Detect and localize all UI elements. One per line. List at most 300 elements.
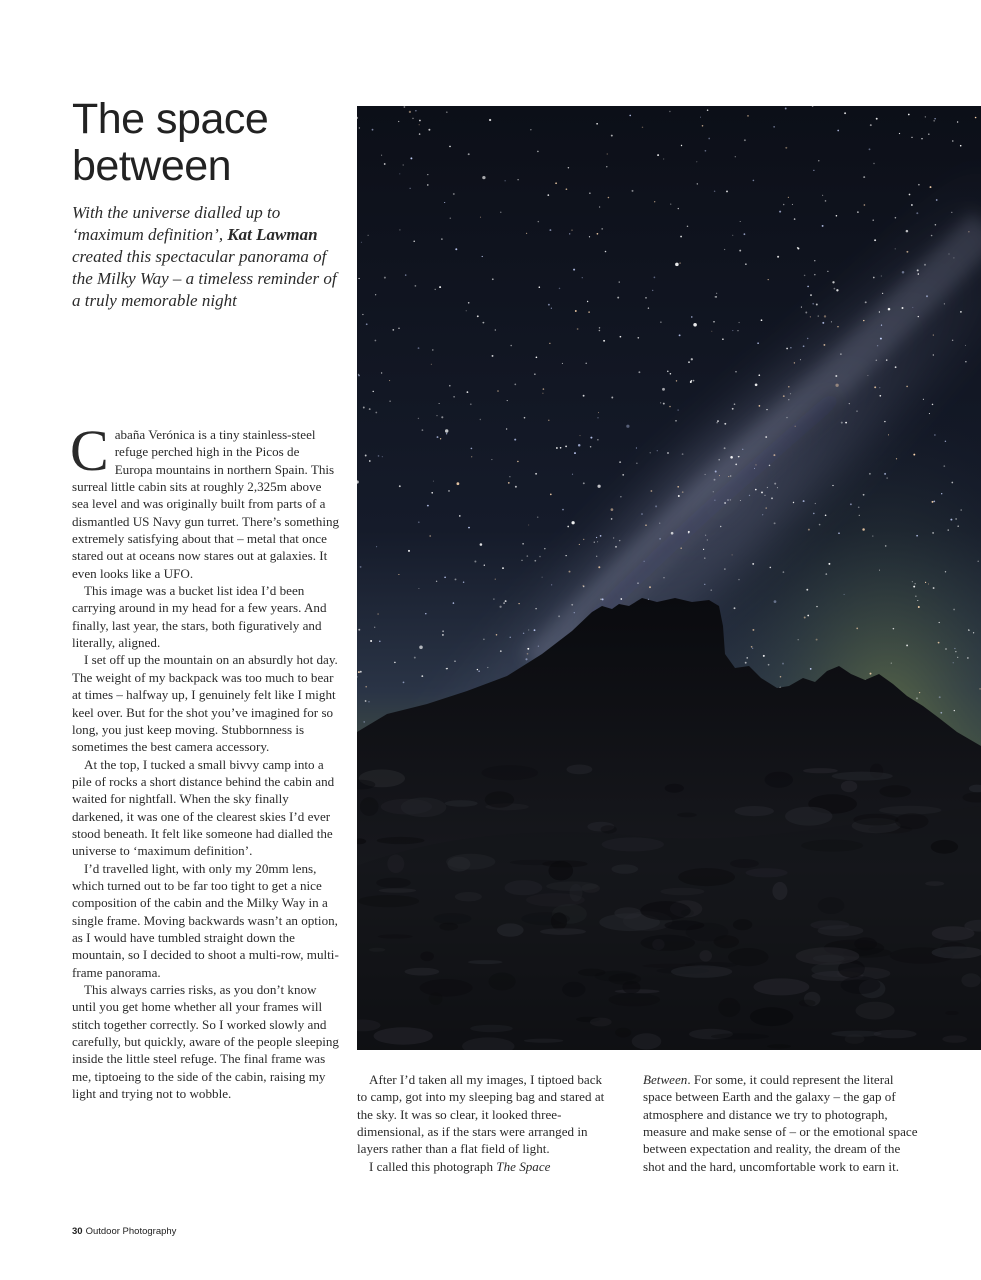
star [704, 557, 705, 558]
star [463, 581, 464, 582]
star [413, 240, 415, 242]
star [615, 546, 617, 548]
star [654, 277, 656, 279]
star [765, 436, 767, 438]
star [363, 721, 365, 723]
star [369, 408, 371, 410]
star [895, 366, 897, 368]
rock-highlight [379, 888, 416, 893]
star [437, 436, 439, 438]
star [675, 420, 677, 422]
star [536, 356, 538, 358]
star [933, 120, 935, 122]
star [577, 328, 579, 330]
star [534, 374, 535, 375]
star [598, 412, 599, 413]
star [478, 671, 479, 672]
star [953, 609, 955, 611]
star [774, 522, 776, 524]
star [954, 710, 955, 711]
rock-highlight [660, 888, 704, 896]
star [869, 148, 871, 150]
star [499, 606, 501, 608]
star [948, 253, 949, 254]
star [491, 459, 492, 460]
star [619, 282, 620, 283]
star [912, 307, 913, 308]
rock-highlight [810, 920, 849, 929]
star [917, 269, 919, 271]
star [571, 521, 574, 524]
star [832, 485, 833, 486]
star [968, 231, 969, 232]
star [812, 303, 814, 305]
star [470, 403, 472, 405]
star [766, 409, 767, 410]
star [886, 359, 887, 360]
star [753, 180, 755, 182]
star [857, 211, 859, 213]
rock-highlight [468, 960, 503, 964]
star [608, 197, 610, 199]
page-footer [72, 1226, 176, 1237]
star [679, 334, 681, 336]
star [965, 361, 966, 362]
star [881, 325, 882, 326]
rock-highlight [595, 971, 637, 982]
star [436, 415, 437, 416]
star [599, 327, 600, 328]
star [398, 574, 399, 575]
star [803, 345, 805, 347]
star [739, 322, 740, 323]
star [765, 507, 766, 508]
star [761, 319, 763, 321]
star [435, 289, 436, 290]
star [558, 615, 560, 617]
star [583, 395, 585, 397]
star [636, 447, 637, 448]
star [379, 641, 381, 643]
star [945, 441, 946, 442]
star [876, 118, 878, 120]
star [936, 199, 938, 201]
star [773, 454, 775, 456]
star [358, 374, 359, 375]
star [824, 315, 826, 317]
star [788, 399, 789, 400]
star [375, 412, 377, 414]
star [507, 400, 508, 401]
star [749, 495, 750, 496]
star [785, 108, 787, 110]
star [389, 380, 390, 381]
star [365, 700, 367, 702]
article-headline [72, 96, 352, 190]
body-paragraph-3: I set off up the mountain on an absurdly hot day. The weight of my backpack was too much to bear at times – halfway up, I genuinely felt like I might keel over. But for the shot you’ve imagined for so long, you just keep moving. Stubbornness is sometimes the best camera accessory. [72, 652, 338, 755]
star [497, 390, 499, 392]
star [818, 160, 819, 161]
star [525, 658, 527, 660]
standfirst [72, 202, 347, 312]
star [827, 271, 828, 272]
star [589, 236, 590, 237]
star [803, 500, 805, 502]
star [381, 155, 382, 156]
star [703, 549, 704, 550]
star [680, 236, 682, 238]
star [948, 529, 949, 530]
rock-highlight [524, 1039, 563, 1043]
star [780, 676, 782, 678]
rock-highlight [497, 923, 524, 936]
star [888, 308, 891, 311]
star [521, 560, 522, 561]
rock-highlight [750, 1007, 793, 1026]
star [477, 669, 478, 670]
star [902, 307, 904, 309]
star [870, 124, 872, 126]
star [752, 629, 754, 631]
star [572, 474, 573, 475]
star [863, 320, 864, 321]
star [739, 250, 741, 252]
star [649, 586, 651, 588]
rock-highlight [609, 993, 660, 1006]
star [763, 655, 765, 657]
rock-highlight [546, 881, 598, 891]
star [439, 286, 441, 288]
rock-highlight [785, 807, 832, 826]
star [480, 217, 481, 218]
paragraph-1-text: abaña Verónica is a tiny stainless-steel refuge perched high in the Picos de Europa mountains in northern Spain. This surreal little cabin sits at roughly 2,325m above sea level and was originally built from parts of a dismantled US Navy gun turret. There’s something extremely satisfying about that – metal that once stared out at oceans now stares out at galaxies. It even looks like a UFO. [72, 427, 340, 581]
rock-highlight [853, 814, 898, 826]
star [896, 458, 897, 459]
star [759, 405, 761, 407]
star [822, 225, 824, 227]
star [838, 532, 839, 533]
star [427, 184, 428, 185]
star [467, 391, 469, 393]
star [650, 490, 652, 492]
star [597, 233, 599, 235]
star [539, 286, 541, 288]
rock-highlight [841, 976, 881, 994]
star [691, 358, 693, 360]
star [876, 360, 878, 362]
star [957, 657, 958, 658]
standfirst-intro: With the universe dialled up to ‘maximum definition’, [72, 203, 281, 244]
star [418, 521, 420, 523]
star [377, 613, 379, 615]
star [835, 384, 838, 387]
star [468, 153, 470, 155]
star [921, 138, 922, 139]
star [535, 473, 537, 475]
rock-highlight [931, 840, 958, 854]
star [933, 335, 934, 336]
star [599, 330, 601, 332]
star [526, 233, 527, 234]
star [412, 118, 414, 120]
star [522, 543, 524, 545]
star [837, 130, 839, 132]
star [582, 277, 583, 278]
rock-highlight [549, 861, 574, 881]
star [934, 434, 935, 435]
star [382, 456, 383, 457]
star [589, 193, 590, 194]
star [565, 446, 567, 448]
star [641, 513, 643, 515]
star [730, 475, 731, 476]
star [480, 419, 481, 420]
star [457, 482, 460, 485]
star [596, 537, 597, 538]
star [487, 667, 488, 668]
star [865, 301, 867, 303]
star [431, 364, 432, 365]
star [496, 634, 498, 636]
star [363, 407, 365, 409]
star [719, 475, 720, 476]
star [468, 527, 470, 529]
star [537, 151, 539, 153]
star [650, 452, 651, 453]
star [832, 281, 834, 283]
star [613, 537, 614, 538]
star [939, 622, 940, 623]
rock-highlight [728, 948, 768, 966]
star [365, 455, 367, 457]
star [677, 486, 679, 488]
star [730, 499, 732, 501]
rock-highlight [772, 882, 787, 900]
star [652, 290, 653, 291]
star [569, 233, 570, 234]
headline-line-2: between [72, 142, 232, 190]
star [805, 312, 807, 314]
star [574, 452, 576, 454]
star [828, 563, 830, 565]
star [459, 515, 461, 517]
star [931, 235, 933, 237]
star [579, 544, 580, 545]
star [626, 425, 629, 428]
star [859, 515, 860, 516]
star [704, 584, 705, 585]
star [598, 566, 600, 568]
rock-highlight [640, 901, 690, 920]
rock-highlight [521, 912, 570, 925]
paragraph-8-rest: . For some, it could represent the literal space between Earth and the galaxy – the gap of atmosphere and distance we try to photograph, measure and make sense of – or the emotional space between expectation and reality, the dream of the shot and the hard, uncomfortable work to earn it. [643, 1072, 918, 1174]
star [934, 118, 935, 119]
star [358, 278, 359, 279]
star [375, 340, 377, 342]
star [806, 589, 808, 591]
star [514, 439, 516, 441]
star [707, 109, 709, 111]
star [840, 353, 841, 354]
star [455, 578, 457, 580]
star [745, 662, 747, 664]
star [663, 158, 664, 159]
star [578, 444, 581, 447]
star [455, 248, 457, 250]
star [879, 570, 880, 571]
star [587, 301, 588, 302]
star [745, 263, 747, 265]
star [744, 233, 746, 235]
rock-highlight [671, 965, 732, 977]
star [619, 461, 621, 463]
star [887, 478, 888, 479]
rock-highlight [945, 1011, 958, 1015]
photo-title-part-2: Between [643, 1072, 688, 1087]
star [645, 524, 646, 525]
star [493, 598, 494, 599]
author-name: Kat Lawman [227, 225, 318, 244]
star [825, 200, 827, 202]
star [792, 204, 793, 205]
star [740, 500, 741, 501]
star [632, 190, 634, 192]
star [874, 386, 876, 388]
star [573, 269, 575, 271]
star [514, 384, 516, 386]
drop-cap: C [70, 418, 109, 483]
rock-highlight [374, 1027, 433, 1044]
star [944, 303, 945, 304]
star [700, 117, 701, 118]
star [419, 646, 423, 650]
star [794, 362, 795, 363]
star [427, 505, 429, 507]
star [662, 388, 665, 391]
star [913, 586, 915, 588]
star [746, 657, 748, 659]
star [724, 502, 726, 504]
star [440, 438, 441, 439]
star [895, 217, 897, 219]
star [909, 194, 911, 196]
star [708, 138, 710, 140]
star [943, 465, 945, 467]
star [779, 211, 781, 213]
star [358, 671, 360, 673]
star [724, 423, 726, 425]
rock-highlight [856, 1002, 895, 1020]
headline-line-1: The space [72, 95, 269, 143]
star [696, 161, 697, 162]
star [819, 524, 821, 526]
star [713, 491, 714, 492]
body-paragraph-2: This image was a bucket list idea I’d been carrying around in my head for a few years. And finally, last year, the stars, both figuratively and literally, aligned. [72, 583, 327, 651]
rock-highlight [879, 806, 941, 815]
rock-highlight [482, 765, 538, 780]
star [807, 338, 808, 339]
star [432, 349, 433, 350]
rock-highlight [485, 791, 514, 807]
star [681, 145, 682, 146]
rock-highlight [699, 950, 712, 961]
star [873, 277, 875, 279]
star [517, 179, 518, 180]
star [916, 535, 918, 537]
star [548, 304, 550, 306]
star [807, 615, 809, 617]
milky-way-photo [357, 106, 981, 1050]
star [768, 279, 769, 280]
rock-highlight [526, 893, 585, 907]
star [638, 371, 640, 373]
star [732, 330, 733, 331]
star [394, 662, 396, 664]
star [711, 589, 712, 590]
star [659, 538, 661, 540]
star [945, 648, 947, 650]
star [399, 173, 400, 174]
star [446, 111, 448, 113]
star [442, 634, 444, 636]
star [768, 664, 770, 666]
rock-highlight [735, 806, 774, 816]
star [671, 532, 674, 535]
star [366, 323, 368, 325]
star [952, 140, 953, 141]
star [637, 337, 639, 339]
star [928, 583, 929, 584]
star [732, 408, 734, 410]
rock-highlight [378, 934, 413, 938]
star [933, 587, 935, 589]
star [680, 547, 682, 549]
star [550, 494, 552, 496]
star [955, 518, 956, 519]
rock-highlight [405, 968, 440, 976]
star [636, 463, 637, 464]
star [862, 528, 865, 531]
star [953, 257, 954, 258]
star [924, 264, 926, 266]
star [926, 295, 928, 297]
star [688, 361, 690, 363]
star [607, 154, 608, 155]
star [505, 600, 507, 602]
rock-highlight [796, 947, 860, 965]
star [688, 532, 690, 534]
star [404, 106, 406, 108]
star [727, 499, 729, 501]
star [786, 348, 788, 350]
star [714, 500, 715, 501]
star [773, 126, 774, 127]
rock-highlight [369, 948, 385, 952]
star [389, 400, 391, 402]
star [620, 336, 622, 338]
star [761, 491, 763, 493]
star [933, 354, 934, 355]
star [953, 662, 954, 663]
star [453, 396, 455, 398]
star [449, 146, 451, 148]
star [568, 167, 569, 168]
rock-highlight [746, 868, 788, 877]
star [732, 554, 733, 555]
star [788, 197, 789, 198]
star [599, 206, 600, 207]
star [605, 251, 607, 253]
